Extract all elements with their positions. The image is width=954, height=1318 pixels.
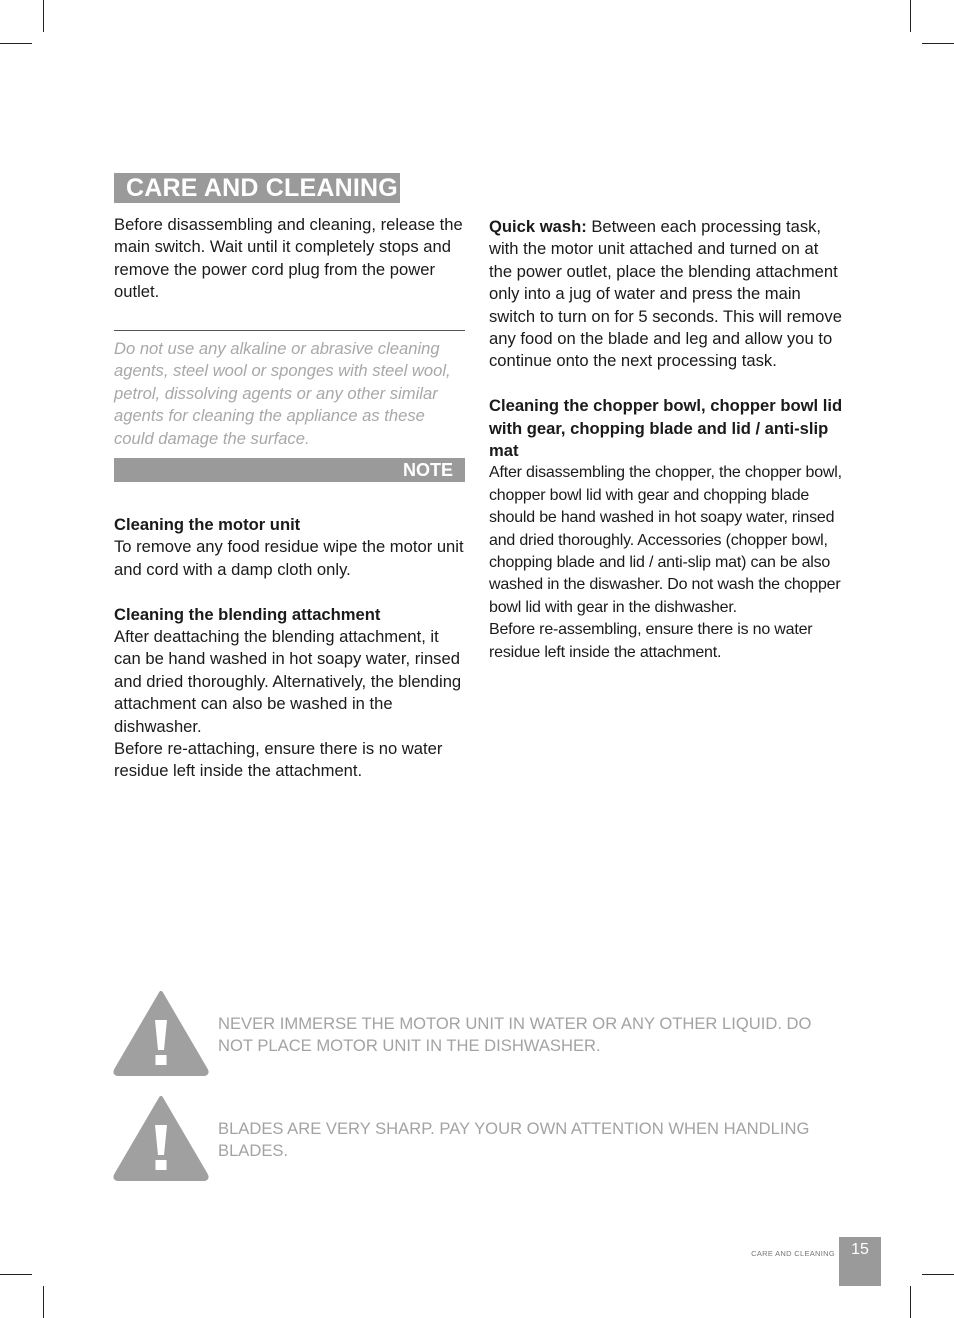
- crop-mark: [922, 43, 954, 44]
- left-column-sections: [114, 514, 466, 783]
- motor-unit-heading: Cleaning the motor unit: [114, 515, 301, 534]
- intro-text: Before disassembling and cleaning, release the main switch. Wait until it completely stops and remove the power cord plug from the power outlet.: [114, 215, 463, 302]
- warning-text: NEVER IMMERSE THE MOTOR UNIT IN WATER OR ANY OTHER LIQUID. DO NOT PLACE MOTOR UNIT IN THE DISHWASHER.: [218, 1014, 812, 1056]
- warning-block: [113, 1095, 853, 1185]
- note-divider: [114, 330, 465, 331]
- warning-text: BLADES ARE VERY SHARP. PAY YOUR OWN ATTENTION WHEN HANDLING BLADES.: [218, 1119, 810, 1161]
- motor-unit-body: To remove any food residue wipe the motor unit and cord with a damp cloth only.: [114, 537, 464, 579]
- left-column: [114, 214, 466, 304]
- page-number: 15: [839, 1237, 881, 1286]
- blending-body: After deattaching the blending attachment, it can be hand washed in hot soapy water, rinsed and dried thoroughly. Alternatively, the blending attachment can also be washed in the dishwasher.: [114, 627, 462, 736]
- quick-wash-label: Quick wash:: [489, 217, 587, 236]
- warning-triangle-icon: [113, 990, 209, 1076]
- crop-mark: [43, 0, 44, 32]
- crop-mark: [910, 1286, 911, 1318]
- note-text: Do not use any alkaline or abrasive cleaning agents, steel wool or sponges with steel wool, petrol, dissolving agents or any other similar agents for cleaning the appliance as these could damage the surface.: [114, 339, 451, 448]
- warning-block: [113, 990, 853, 1080]
- blending-body-2: Before re-attaching, ensure there is no water residue left inside the attachment.: [114, 739, 443, 781]
- quick-wash-paragraph: [489, 216, 845, 373]
- quick-wash-body: Between each processing task, with the motor unit attached and turned on at the power outlet, place the blending attachment only into a jug of water and press the main switch to turn on for 5 seconds. This will remove any food on the blade and leg and allow you to continue onto the next processing task.: [489, 217, 842, 371]
- blending-heading: Cleaning the blending attachment: [114, 604, 381, 624]
- page-title: CARE AND CLEANING: [114, 173, 400, 203]
- crop-mark: [0, 43, 32, 44]
- warning-triangle-icon: [113, 1095, 209, 1181]
- note-label: NOTE: [114, 458, 465, 482]
- chopper-heading: Cleaning the chopper bowl, chopper bowl lid with gear, chopping blade and lid / anti-slip mat: [489, 396, 843, 461]
- chopper-body-2: Before re-assembling, ensure there is no water residue left inside the attachment.: [489, 621, 813, 661]
- footer-section-label: CARE AND CLEANING: [751, 1249, 835, 1258]
- chopper-body: After disassembling the chopper, the chopper bowl, chopper bowl lid with gear and chopping blade should be hand washed in hot soapy water, rinsed and dried thoroughly. Accessories (chopper bowl, chopping blade and lid / anti-slip mat) can be also washed in the diswasher. Do not wash the chopper bowl lid with gear in the dishwasher.: [489, 464, 842, 616]
- crop-mark: [922, 1274, 954, 1275]
- crop-mark: [910, 0, 911, 32]
- crop-mark: [43, 1286, 44, 1318]
- crop-mark: [0, 1274, 32, 1275]
- right-column: [489, 216, 845, 664]
